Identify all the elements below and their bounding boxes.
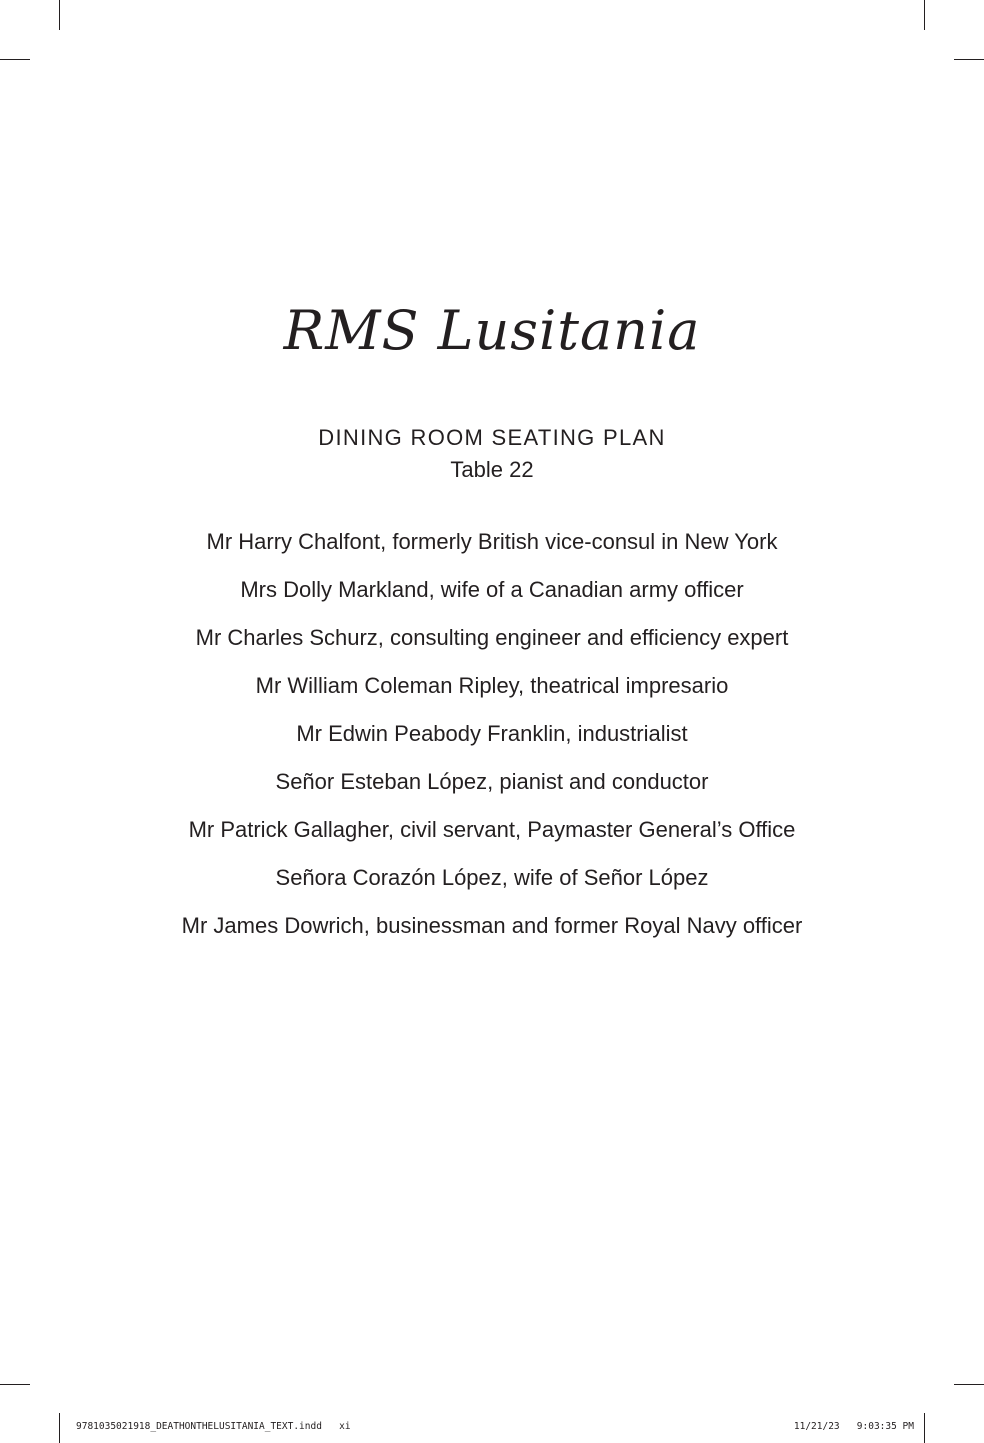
guest-entry: Mr Harry Chalfont, formerly British vice-consul in New York bbox=[206, 529, 778, 554]
guest-entry: Mr Charles Schurz, consulting engineer and efficiency expert bbox=[195, 625, 789, 650]
guest-entry: Señora Corazón López, wife of Señor López bbox=[275, 865, 709, 890]
guest-list bbox=[0, 518, 984, 950]
guest-entry: Mr James Dowrich, businessman and former Royal Navy officer bbox=[181, 913, 803, 938]
guest-entry: Señor Esteban López, pianist and conductor bbox=[275, 769, 709, 794]
seating-plan-heading: DINING ROOM SEATING PLAN bbox=[318, 425, 666, 450]
slug-timestamp: 11/21/23 9:03:35 PM bbox=[793, 1421, 914, 1432]
guest-entry: Mr Edwin Peabody Franklin, industrialist bbox=[296, 721, 688, 746]
page-title: RMS Lusitania bbox=[283, 299, 701, 362]
table-number: Table 22 bbox=[450, 457, 534, 482]
guest-entry: Mrs Dolly Markland, wife of a Canadian army officer bbox=[240, 577, 744, 602]
guest-entry: Mr Patrick Gallagher, civil servant, Paymaster General’s Office bbox=[188, 817, 796, 842]
guest-entry: Mr William Coleman Ripley, theatrical impresario bbox=[255, 673, 729, 698]
slug-file-name: 9781035021918_DEATHONTHELUSITANIA_TEXT.indd xi bbox=[76, 1421, 351, 1432]
